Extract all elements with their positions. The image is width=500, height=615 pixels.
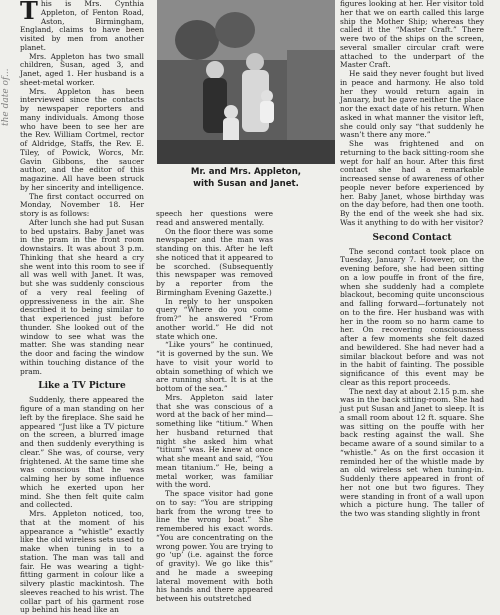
paragraph: Mrs. Appleton has been interviewed since the contacts by newspaper reporters and many individuals. Among those who have been to see her are the Rev. William Cortmel, rector of Aldridge, Staffs, the Rev. E. Tiley, of Powick, Worcs, Mr. Gavin Gibbons, the saucer author, and the editor of this magazine. All have been struck by her sincerity and intelligence. (20, 86, 144, 192)
paragraph: He said they never fought but lived in peace and harmony. He also told her they would return again in January, but he gave neither the place nor the exact date of his return. When asked in what manner the visitor left, she could only say “that suddenly he wasn’t there any more.” (340, 69, 484, 140)
paragraph: Mrs. Appleton has two small children, Susan, aged 3, and Janet, aged 1. Her husband is a sheet-metal worker. (20, 51, 144, 87)
paragraph: Mrs. Appleton said later that she was conscious of a word at the back of her mind—something like “titium.” When her husband returned that night she asked him what “titium” was. He knew at once what she meant and said, “You mean titanium.” He, being a metal worker, was familiar with the word. (156, 392, 273, 490)
paragraph: The second contact took place on Tuesday, January 7. However, on the evening before, she had been sitting on a low pouffe in front of the fire, when she suddenly had a complete blackout, becoming quite unconscious and falling forward—fortunately not on to the fire. Her husband was with her in the room so no harm came to her. On recovering consciousness after a few moments she felt dazed and bewildered. She had never had a similar blackout before and was not in the habit of fainting. The possible significance of this event may be clear as this report proceeds. (340, 246, 484, 387)
paragraph: On the floor there was some newspaper and the man was standing on this. After he left she noticed that it appeared to be scorched. (Subsequently this newspaper was removed by a reporter from the Birmingham Evening Gazette.) (156, 226, 273, 297)
paragraph: The first contact occurred on Monday, November 18. Her story is as follows: (20, 191, 144, 218)
caption-line: with Susan and Janet. (193, 179, 299, 189)
drop-cap: T (20, 0, 38, 25)
paragraph: The space visitor had gone on to say: “You are stripping bark from the wrong tree to line the wrong boat.” She remembered his exact words. “You are concentrating on the wrong power. You are trying to go ‘up’ (i.e. against the force of gravity). We go like this” and he made a sweeping lateral movement with both his hands and there appeared between his outstretched (156, 489, 273, 603)
column-3 (340, 0, 484, 519)
column-2 (156, 210, 273, 604)
caption-line: Mr. and Mrs. Appleton, (190, 167, 302, 177)
handwritten-margin-note: the date of... (1, 68, 11, 126)
family-photo (157, 0, 335, 200)
paragraph: figures looking at her. Her visitor told her that we on earth called this large ship the Mother Ship; whereas they called it the “Master Craft.” There were two of the ships on the screen, several smaller circular craft were attached to the underpart of the Master Craft. (340, 0, 484, 70)
photo-illustration (157, 0, 335, 164)
paragraph: The next day at about 2.15 p.m. she was in the back sitting-room. She had just put Susan and Janet to sleep. It is a small room about 12 ft. square. She was sitting on the pouffe with her back resting against the wall. She became aware of a sound similar to a “whistle.” As on the first occasion it reminded her of the whistle made by an old wireless set when tuning-in. Suddenly there appeared in front of her not one but two figures. They were standing in front of a wall upon which a picture hung. The taller of the two was standing slightly in front (340, 386, 484, 518)
paragraph: In reply to her unspoken query “Where do you come from?” he answered “From another world.” He did not state which one. (156, 296, 273, 341)
section-heading: Second Contact (372, 232, 452, 243)
photo-image (157, 0, 335, 164)
photo-caption (157, 166, 335, 190)
column-1 (20, 0, 144, 615)
paragraph: “Like yours” he continued, “it is governed by the sun. We have to visit your world to obtain something of which we are running short. It is at the bottom of the sea.” (156, 340, 273, 393)
paragraph: Suddenly, there appeared the figure of a man standing on her left by the fireplace. She said he appeared “Just like a TV picture on the screen, a blurred image and then suddenly everything is clear.” She was, of course, very frightened. At the same time she was conscious that he was calming her by some influence which he exerted upon her mind. She then felt quite calm and collected. (20, 395, 144, 510)
paragraph: speech her questions were read and answered mentally. (156, 209, 273, 227)
article-intro-paragraph: This is Mrs. Cynthia Appleton, of Fenton Road, Aston, Birmingham, England, claims to have been visited by men from another planet. (20, 0, 144, 52)
section-heading: Like a TV Picture (38, 381, 126, 392)
paragraph: She was frightened and on returning to the back sitting-room she wept for half an hour. After this first contact she had a remarkable increased sense of awareness of other people never before experienced by her. Baby Janet, whose birthday was on the day before, had then one tooth. By the end of the week she had six. Was it anything to do with her visitor? (340, 139, 484, 227)
paragraph: After lunch she had put Susan to bed upstairs. Baby Janet was in the pram in the front room downstairs. It was about 3 p.m. Thinking that she heard a cry she went into this room to see if all was well with Janet. It was, but she was suddenly conscious of a very real feeling of oppressiveness in the air. She described it to being similar to that experienced just before thunder. She looked out of the window to see what was the matter. She was standing near the door and facing the window within touching distance of the pram. (20, 217, 144, 376)
paragraph: Mrs. Appleton noticed, too, that at the moment of his appearance a “whistle” exactly like the old wireless sets used to make when tuning in to a station. The man was tall and fair. He was wearing a tight-fitting garment in colour like a silvery plastic mackintosh. The sleeves reached to his wrist. The collar part of his garment rose up behind his head like an (20, 509, 144, 615)
